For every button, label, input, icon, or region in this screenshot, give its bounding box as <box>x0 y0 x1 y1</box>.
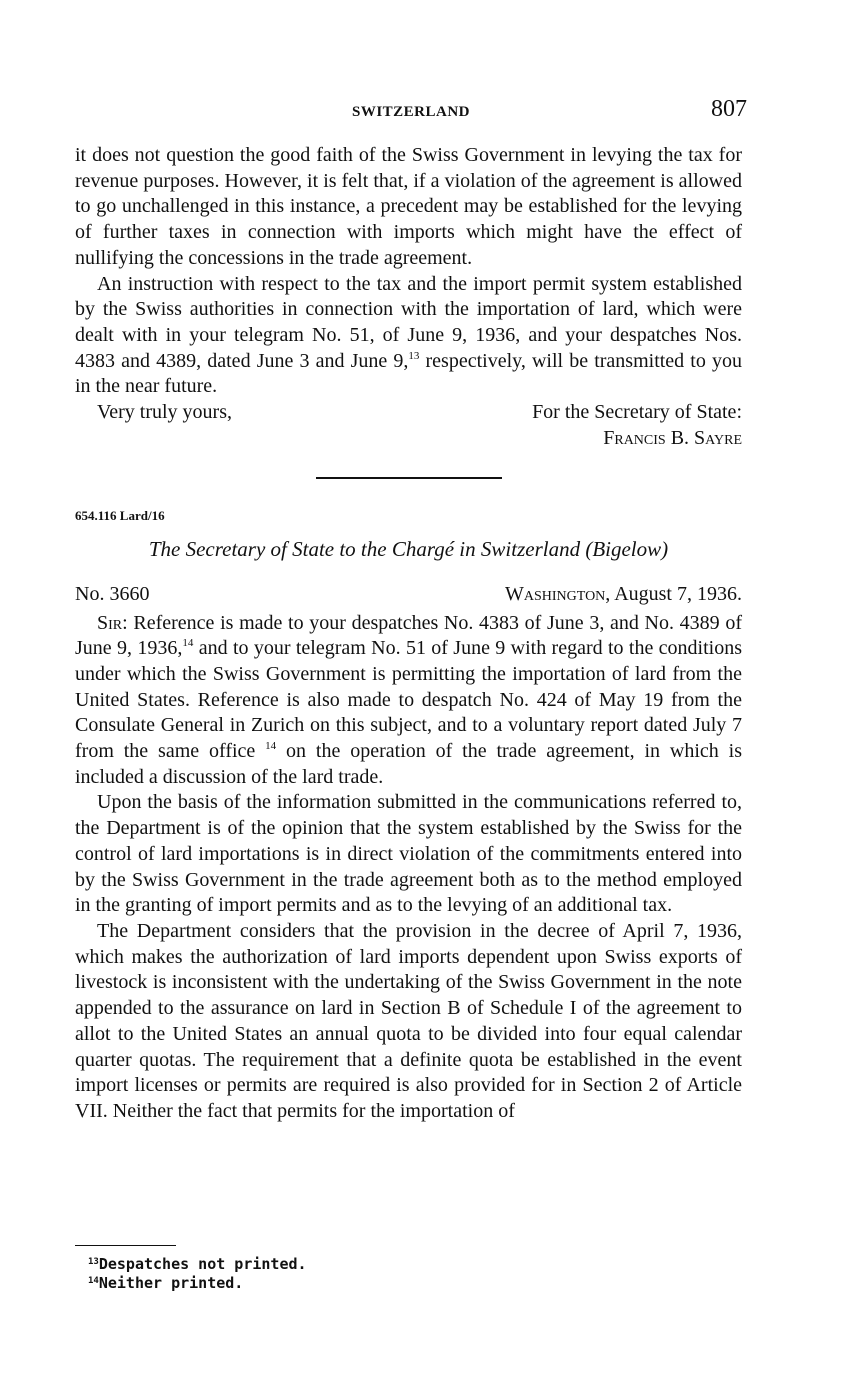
footnote-14 <box>88 1274 307 1293</box>
letter2-paragraph-3: The Department considers that the provision in the decree of April 7, 1936, which makes the authorization of lard imports dependent upon Swiss exports of livestock is inconsistent with the undertaking of the Swiss Government in the note appended to the assurance on lard in Section B of Schedule I of the agreement to allot to the United States an annual quota to be divided into four equal calendar quarter quotas. The requirement that a definite quota be established in the event import licenses or permits are required is also provided for in Section 2 of Article VII. Neither the fact that permits for the importation of <box>75 919 742 1122</box>
footnote-13 <box>88 1255 307 1274</box>
letter1-paragraph-2-end: respectively, will be transmitted to you in the near future. <box>75 349 742 398</box>
letter1-closing-line <box>75 400 742 426</box>
letter2-paragraph-2: Upon the basis of the information submitted in the communications referred to, the Department is of the opinion that the system established by the Swiss for the control of lard importations is in direct violation of the commitments entered into by the Swiss Government in the trade agreement both as to the method employed in the granting of import permits and as to the levying of an additional tax. <box>75 791 742 917</box>
salutation: Sir: <box>97 611 128 634</box>
signer-name: Francis B. Sayre <box>603 426 742 449</box>
file-number: 654.116 Lard/16 <box>75 508 165 524</box>
letter2-paragraph-1-b: and to your telegram No. 51 of June 9 with regard to the conditions under which the Swiss Government is permitting the importation of lard from the United States. Reference is also made to despatch No. 424 of May 19 from the Consulate General in Zurich on this subject, and to a voluntary report dated July 7 from the same office <box>75 637 742 763</box>
date: August 7, 1936. <box>614 582 742 605</box>
footnote-mark: 13 <box>88 1257 99 1267</box>
page-body <box>75 143 742 1125</box>
section-divider <box>316 477 502 479</box>
place-date <box>505 582 742 608</box>
footnote-rule <box>75 1245 176 1246</box>
place: Washington, <box>505 582 611 605</box>
letter1-paragraph-1: it does not question the good faith of the Swiss Government in levying the tax for revenue purposes. However, it is felt that, if a violation of the agreement is allowed to go unchallenged in this instance, a precedent may be established for the levying of further taxes in connection with imports which might have the effect of nullifying the concessions in the trade agreement. <box>75 144 742 269</box>
footnote-text: Despatches not printed. <box>98 1255 307 1273</box>
signature-for: For the Secretary of State: <box>532 401 742 424</box>
footnote-ref-13: 13 <box>408 349 420 362</box>
footnote-text: Neither printed. <box>98 1274 244 1292</box>
page-header <box>75 96 747 126</box>
letter2-paragraph-1-c: on the operation of the trade agreement, in which is included a discussion of the lard trade. <box>75 740 742 788</box>
footnote-ref-14-second: 14 <box>265 740 277 753</box>
page-number: 807 <box>711 96 747 122</box>
footnotes <box>88 1255 307 1293</box>
letter1-paragraph-2 <box>75 272 742 401</box>
document-number: No. 3660 <box>75 582 150 605</box>
letter2-paragraph-1 <box>75 611 742 791</box>
footnote-mark: 14 <box>88 1276 99 1286</box>
complimentary-close: Very truly yours, <box>97 401 232 424</box>
document-title: The Secretary of State to the Chargé in Switzerland (Bigelow) <box>148 537 669 562</box>
running-head: SWITZERLAND <box>351 104 471 120</box>
letter2-paragraph-1-a: Reference is made to your despatches No. 4383 of June 3, and No. 4389 of June 9, 1936, <box>75 611 742 660</box>
footnote-ref-14: 14 <box>182 637 194 650</box>
dateline <box>75 582 742 608</box>
letter1-paragraph-2-text: An instruction with respect to the tax and the import permit system established by the Swiss authorities in connection with the importation of lard, which were dealt with in your telegram No. 51, of June 9, 1936, and your despatches Nos. 4383 and 4389, dated June 3 and June 9, <box>75 272 742 372</box>
